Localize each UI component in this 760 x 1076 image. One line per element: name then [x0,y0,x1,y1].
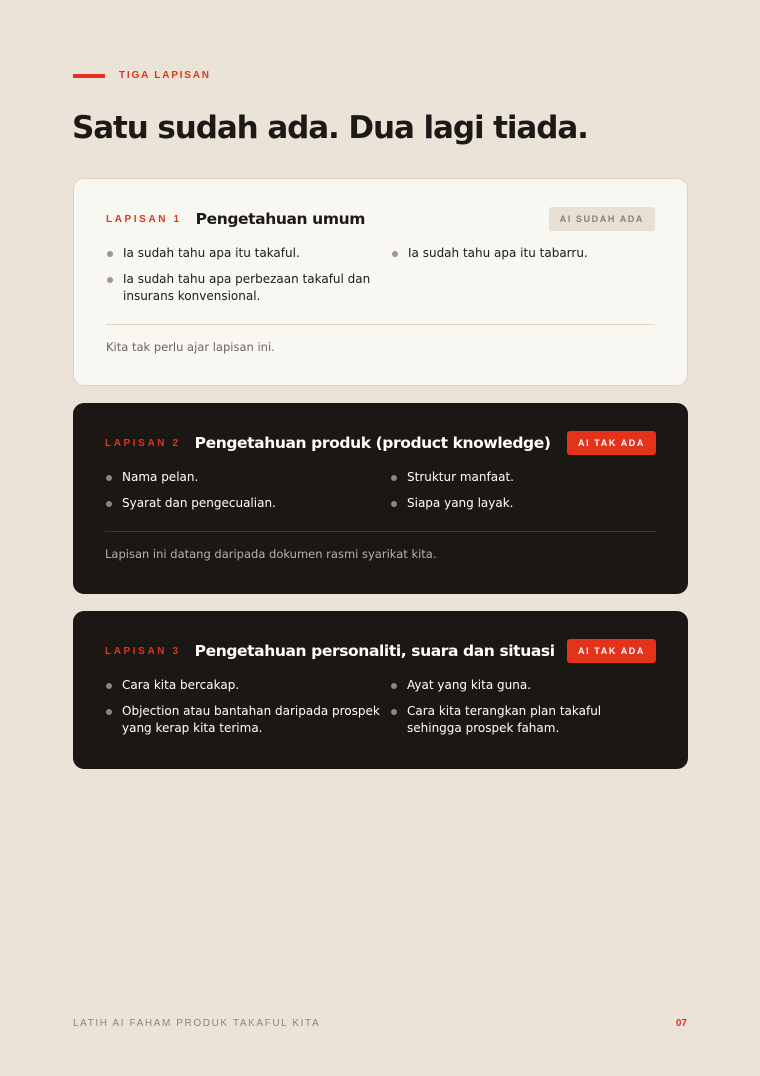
list-item-text: Cara kita terangkan plan takaful sehingga prospek faham. [407,704,602,735]
list-item-text: Ia sudah tahu apa perbezaan takaful dan insurans konvensional. [123,272,371,303]
list-item [105,469,390,486]
bullet-dot-icon [392,251,398,257]
bullet-list [106,245,655,305]
list-item [105,703,390,737]
list-item [391,245,655,262]
layer-title: Pengetahuan produk (product knowledge) [194,434,551,452]
bullet-dot-icon [391,475,397,481]
layer-title: Pengetahuan umum [195,210,365,228]
list-item-text: Ia sudah tahu apa itu takaful. [123,246,300,260]
layer-card-header [106,207,655,231]
bullet-dot-icon [106,501,112,507]
layer-card-3 [73,611,688,769]
list-item-text: Objection atau bantahan daripada prospek yang kerap kita terima. [122,704,380,735]
layer-label: LAPISAN 3 [105,645,181,657]
bullet-dot-icon [391,709,397,715]
list-item [105,677,390,694]
list-item [390,703,656,737]
bullet-dot-icon [391,501,397,507]
section-eyebrow [73,70,211,81]
layer-card-header [105,639,656,663]
bullet-dot-icon [106,683,112,689]
layer-label: LAPISAN 1 [106,213,182,225]
status-badge: AI SUDAH ADA [549,207,655,231]
layer-card-1 [73,178,688,386]
bullet-dot-icon [107,251,113,257]
layer-card-header [105,431,656,455]
footer-title: LATIH AI FAHAM PRODUK TAKAFUL KITA [73,1018,321,1029]
eyebrow-label: TIGA LAPISAN [119,70,211,81]
layer-title: Pengetahuan personaliti, suara dan situasi [194,642,555,660]
bullet-dot-icon [106,709,112,715]
list-item [390,469,656,486]
bullet-dot-icon [107,277,113,283]
list-item-text: Ia sudah tahu apa itu tabarru. [408,246,588,260]
list-item-text: Ayat yang kita guna. [407,678,532,692]
list-item-text: Cara kita bercakap. [122,678,240,692]
layer-label: LAPISAN 2 [105,437,181,449]
page-number: 07 [675,1018,687,1029]
list-item [390,677,656,694]
list-item-text: Siapa yang layak. [407,496,514,510]
list-item [106,245,391,262]
list-item [105,495,390,512]
bullet-dot-icon [106,475,112,481]
status-badge: AI TAK ADA [567,639,656,663]
list-item-text: Struktur manfaat. [407,470,514,484]
page-title: Satu sudah ada. Dua lagi tiada. [72,110,588,146]
layer-card-2 [73,403,688,594]
layer-note: Lapisan ini datang daripada dokumen rasmi syarikat kita. [105,547,437,561]
list-item-text: Nama pelan. [122,470,199,484]
list-item [390,495,656,512]
bullet-dot-icon [391,683,397,689]
status-badge: AI TAK ADA [567,431,656,455]
bullet-list [105,677,656,737]
bullet-list [105,469,656,512]
list-item-text: Syarat dan pengecualian. [122,496,276,510]
eyebrow-accent-bar [73,74,105,78]
layer-note: Kita tak perlu ajar lapisan ini. [106,340,275,354]
list-item [106,271,391,305]
